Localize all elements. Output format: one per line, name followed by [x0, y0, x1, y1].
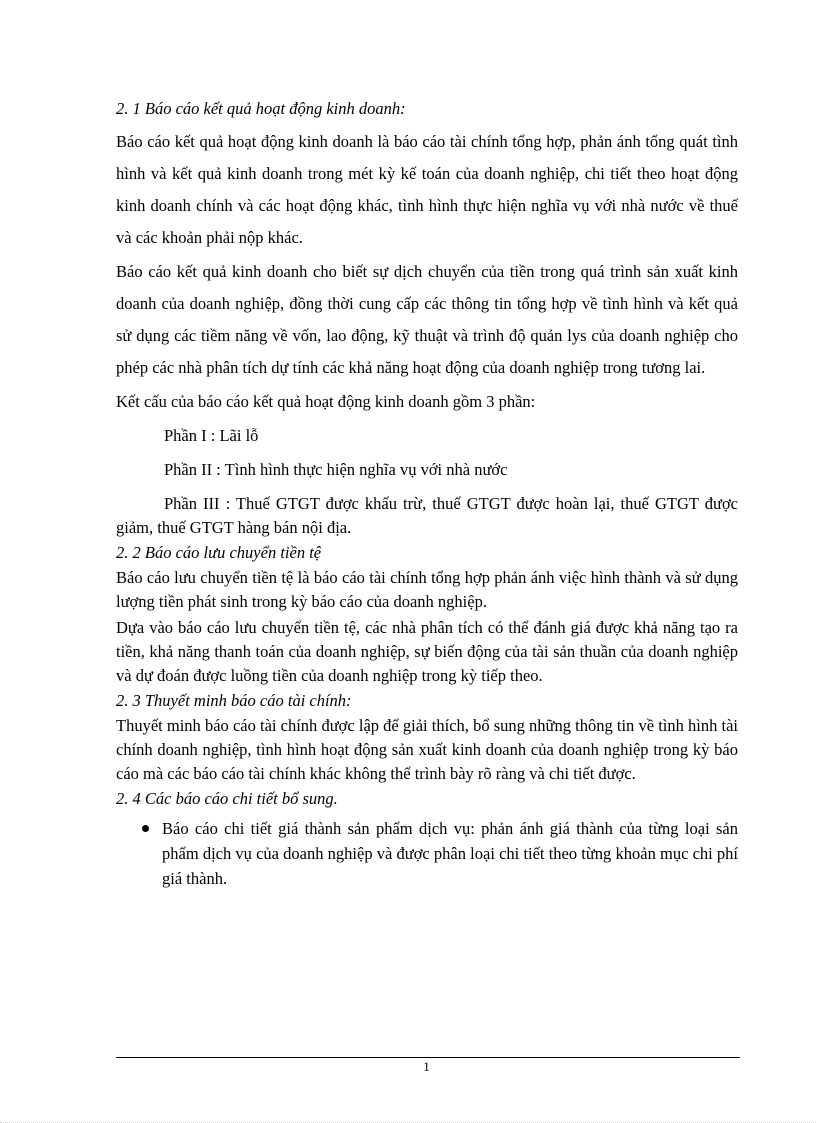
bullet-icon: [142, 825, 149, 832]
page-number: 1: [423, 1059, 430, 1074]
paragraph: Thuyết minh báo cáo tài chính được lập để giải thích, bổ sung những thông tin về tình hình tài chính doanh nghiệp, tình hình hoạt động sản xuất kinh doanh của doanh nghiệp trong kỳ báo cáo mà các báo cáo tài chính khác không thể trình bày rõ ràng và chi tiết được.: [116, 716, 738, 783]
bullet-list: [116, 816, 738, 891]
section-heading-2-3: 2. 3 Thuyết minh báo cáo tài chính:: [116, 691, 352, 710]
footer-divider: [116, 1057, 740, 1058]
section-heading-2-4: 2. 4 Các báo cáo chi tiết bổ sung.: [116, 789, 338, 808]
list-item-text: Báo cáo chi tiết giá thành sản phẩm dịch vụ: phản ánh giá thành của từng loại sản phẩm dịch vụ của doanh nghiệp và được phân loại chi tiết theo từng khoản mục chi phí giá thành.: [162, 819, 738, 888]
page-body: [116, 96, 738, 891]
paragraph: Báo cáo kết quả hoạt động kinh doanh là báo cáo tài chính tổng hợp, phản ánh tổng quát tình hình và kết quả kinh doanh trong mét kỳ kế toán của doanh nghiệp, chi tiết theo hoạt động kinh doanh chính và các hoạt động khác, tình hình thực hiện nghĩa vụ với nhà nước về thuế và các khoản phải nộp khác.: [116, 132, 738, 247]
paragraph: Báo cáo kết quả kinh doanh cho biết sự dịch chuyển của tiền trong quá trình sản xuất kinh doanh của doanh nghiệp, đồng thời cung cấp các thông tin tổng hợp về tình hình và kết quả sử dụng các tiềm năng về vốn, lao động, kỹ thuật và trình độ quản lys của doanh nghiệp cho phép các nhà phân tích dự tính các khả năng hoạt động của doanh nghiệp trong tương lai.: [116, 262, 738, 377]
part-item: Phần I : Lãi lỗ: [164, 426, 259, 445]
section-heading-2-1: 2. 1 Báo cáo kết quả hoạt động kinh doanh:: [116, 99, 406, 118]
paragraph: Kết cấu của báo cáo kết quả hoạt động kinh doanh gồm 3 phần:: [116, 392, 536, 411]
section-heading-2-2: 2. 2 Báo cáo lưu chuyển tiền tệ: [116, 543, 322, 562]
part-item: Phần II : Tình hình thực hiện nghĩa vụ với nhà nước: [164, 460, 508, 479]
part-item: Phần III : Thuế GTGT được khấu trừ, thuế GTGT được hoàn lại, thuế GTGT được giảm, thuế GTGT hàng bán nội địa.: [116, 494, 738, 537]
paragraph: Báo cáo lưu chuyển tiền tệ là báo cáo tài chính tổng hợp phản ánh việc hình thành và sử dụng lượng tiền phát sinh trong kỳ báo cáo của doanh nghiệp.: [116, 568, 738, 611]
paragraph: Dựa vào báo cáo lưu chuyển tiền tệ, các nhà phân tích có thể đánh giá được khả năng tạo ra tiền, khả năng thanh toán của doanh nghiệp, sự biến động của tài sản thuần của doanh nghiệp và dự đoán được luồng tiền của doanh nghiệp trong kỳ tiếp theo.: [116, 618, 738, 685]
list-item: [142, 816, 738, 891]
